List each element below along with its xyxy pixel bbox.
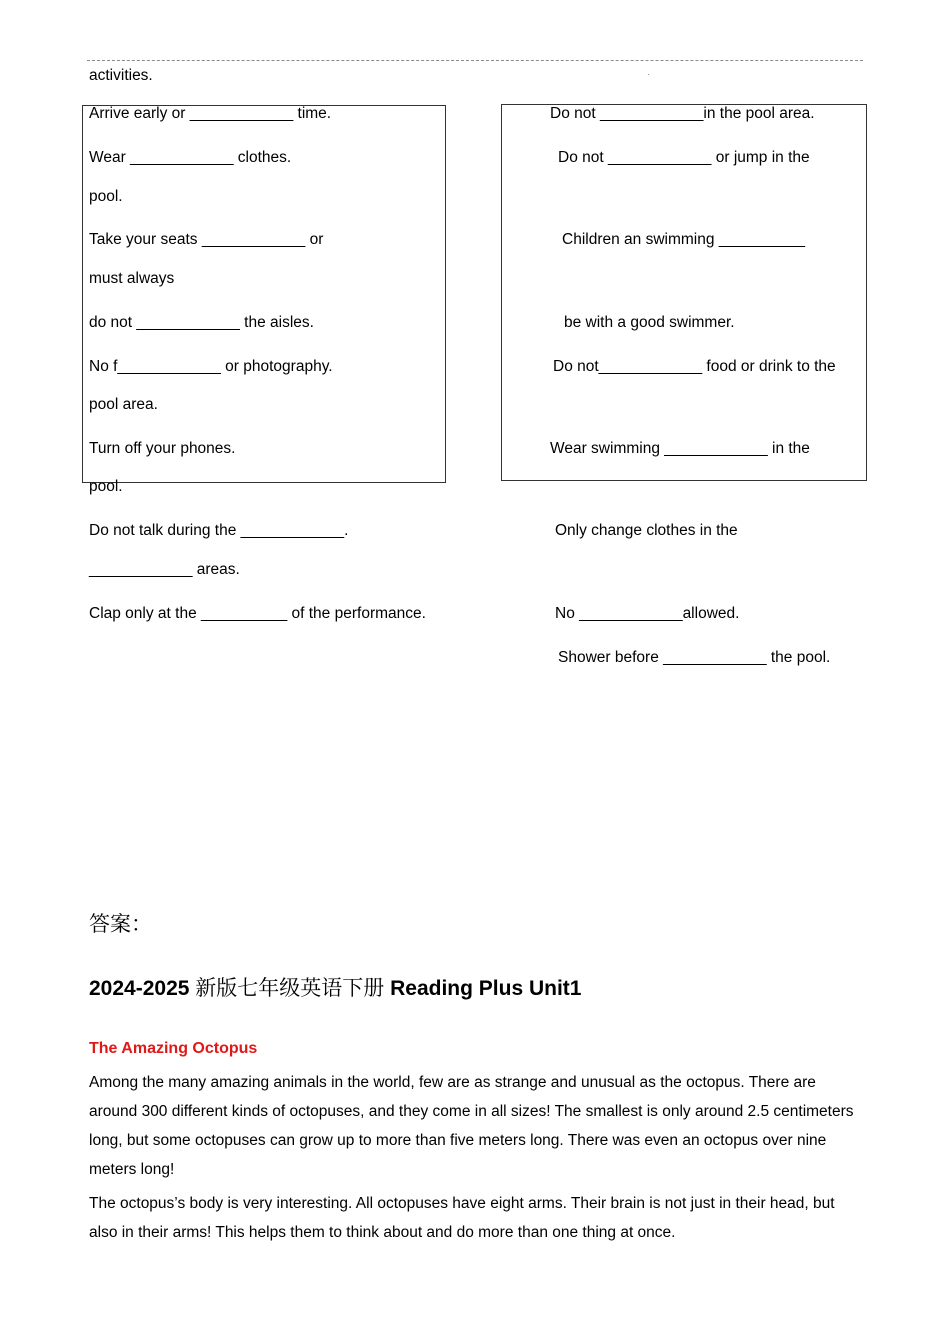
stray-dot [648,74,649,75]
rule-line: pool. [89,478,123,495]
rule-line: Do not ____________in the pool area. [550,105,815,122]
rule-line: Wear ____________ clothes. [89,149,292,166]
title-year: 2024-2025 [89,977,190,1000]
rule-line: Arrive early or ____________ time. [89,105,332,122]
rule-line: Only change clothes in the [555,522,738,539]
rule-line: pool. [89,188,123,205]
article-paragraph: The octopus’s body is very interesting. All octopuses have eight arms. Their brain is not just in their head, but also in their arms! This helps them to think about and do more than one thing at once. [89,1195,835,1241]
rule-line: No f____________ or photography. [89,358,333,375]
rule-line: Turn off your phones. [89,440,236,457]
rule-line: ____________ areas. [89,561,240,578]
rule-line: Children an swimming __________ [562,231,805,248]
rule-line: Clap only at the __________ of the performance. [89,605,426,622]
rule-line: Wear swimming ____________ in the [550,440,810,457]
title-en: Reading Plus Unit1 [390,977,582,1000]
answers-label: 答案： [89,913,152,936]
rule-line: Do not____________ food or drink to the [553,358,836,375]
rule-line: Take your seats ____________ or [89,231,324,248]
rule-line: be with a good swimmer. [564,314,735,331]
rule-line: Shower before ____________ the pool. [558,649,831,666]
rule-line: must always [89,270,175,287]
rule-line: pool area. [89,396,158,413]
article-title: The Amazing Octopus [89,1040,258,1057]
top-fragment: activities. [89,67,153,84]
rule-line: No ____________allowed. [555,605,740,622]
header-dashed-rule [87,60,863,61]
rule-line: Do not ____________ or jump in the [558,149,810,166]
rule-line: Do not talk during the ____________. [89,522,349,539]
page-title [89,978,581,999]
rule-line: do not ____________ the aisles. [89,314,314,331]
article-paragraph: Among the many amazing animals in the world, few are as strange and unusual as the octopus. There are around 300 different kinds of octopuses, and they come in all sizes! The smallest is only around 2.5 centimeters long, but some octopuses can grow up to more than five meters long. There was even an octopus over nine meters long! [89,1074,854,1178]
title-cn: 新版七年级英语下册 [195,977,385,1000]
